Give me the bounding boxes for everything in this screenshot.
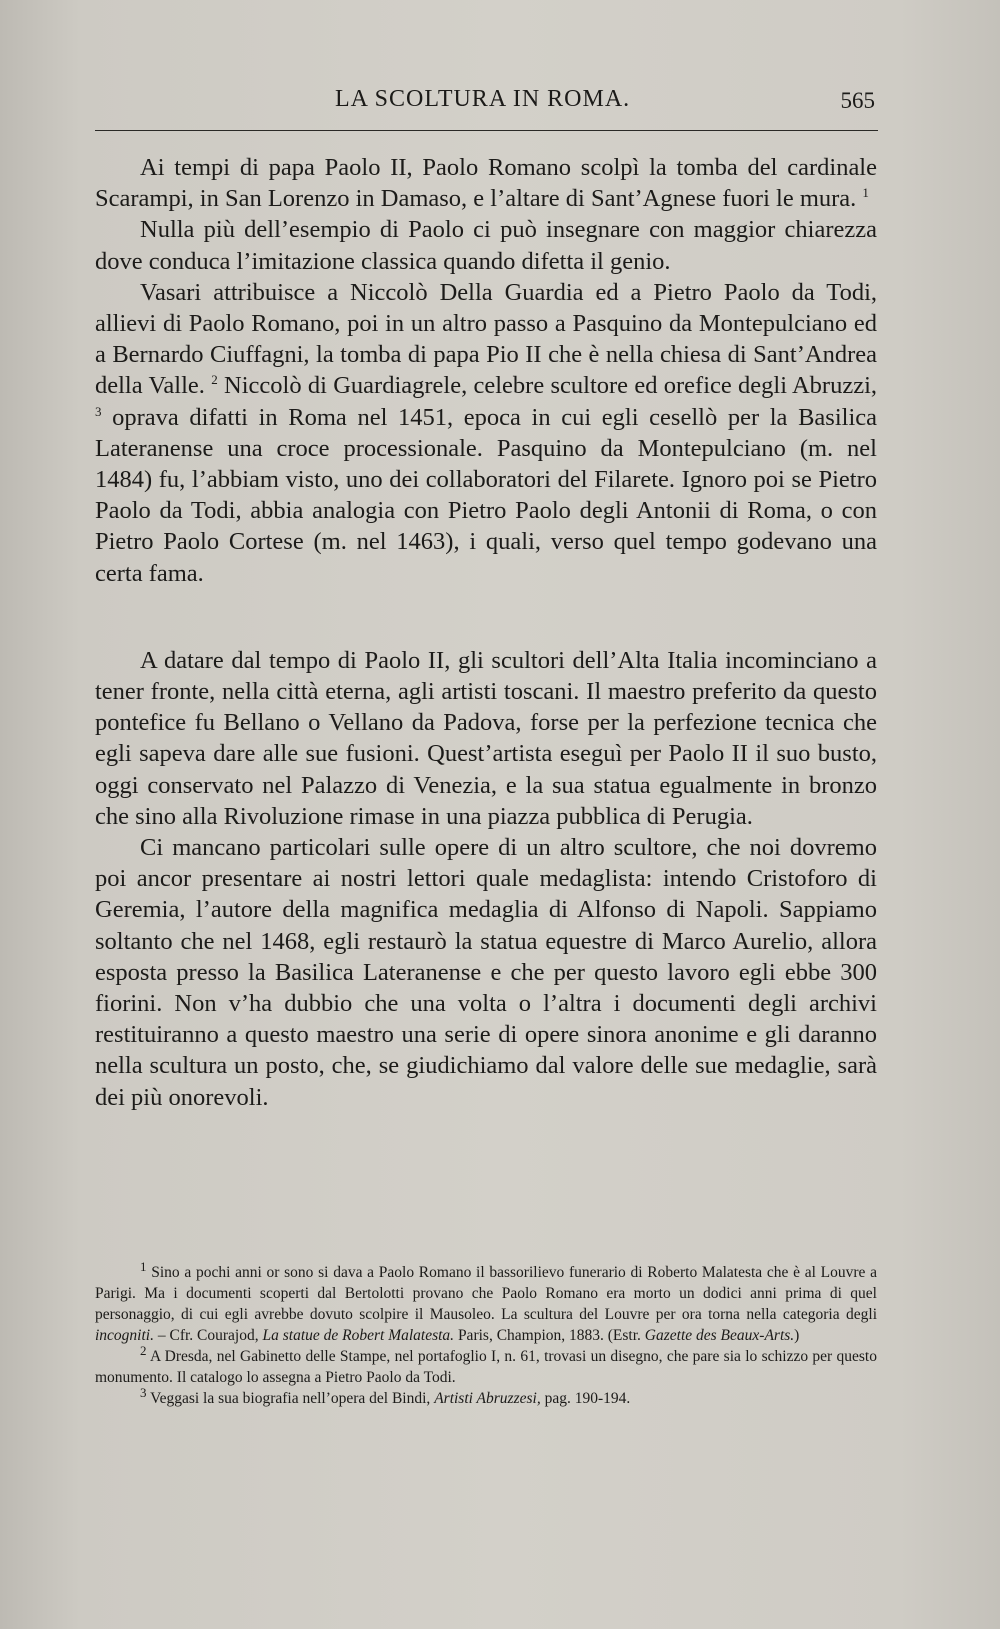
paragraph-1-text: Ai tempi di papa Paolo II, Paolo Romano scolpì la tomba del cardinale Scarampi, in San Lorenzo in Damaso, e l’altare di Sant’Agnese fuori le mura. [95, 154, 877, 213]
paragraph-3-text-a: Vasari attribuisce a Niccolò Della Guardia ed a Pietro Paolo da Todi, allievi di Paolo Romano, poi in un altro passo a Pasquino da Montepulciano ed a Bernardo Ciuffagni, la tomba di papa Pio II che è nella chiesa di Sant’Andrea della Valle. [95, 278, 877, 400]
footnote-3 [95, 1384, 877, 1409]
paragraph-3-text-c: oprava difatti in Roma nel 1451, epoca in cui egli cesellò per la Basilica Lateranense una croce processionale. Pasquino da Montepulciano (m. nel 1484) fu, l’abbiam visto, uno dei collaboratori del Filarete. Ignoro poi se Pietro Paolo da Todi, abbia analogia con Pietro Paolo degli Antonii di Roma, o con Pietro Paolo Cortese (m. nel 1463), i quali, verso quel tempo godevano una certa fama. [95, 403, 877, 587]
footnote-1-mark: 1 [140, 1258, 147, 1274]
footnote-1-text-d: ) [794, 1327, 800, 1344]
footnote-ref-3: 3 [95, 403, 102, 419]
footnote-3-text-b: pag. 190-194. [540, 1390, 631, 1407]
section-gap [95, 589, 877, 645]
footnote-3-mark: 3 [140, 1384, 147, 1400]
header-rule [95, 130, 878, 131]
footnote-1-text-a: Sino a pochi anni or sono si dava a Paolo Romano il bassorilievo funerario di Roberto Malatesta che è al Louvre a Parigi. Ma i documenti scoperti dal Bertolotti provano che Paolo Romano era morto un dodici anni prima di quel personaggio, di cui egli avrebbe dovuto scolpire il Mausoleo. La scultura del Louvre per ora torna nella categoria degli [95, 1264, 877, 1323]
footnote-1 [95, 1258, 877, 1346]
footnote-2-mark: 2 [140, 1342, 147, 1358]
footnote-ref-2: 2 [211, 372, 218, 388]
footnote-2-text: A Dresda, nel Gabinetto delle Stampe, nel portafoglio I, n. 61, trovasi un disegno, che pare sia lo schizzo per questo monumento. Il catalogo lo assegna a Pietro Paolo da Todi. [95, 1348, 877, 1386]
page-number: 565 [840, 88, 875, 113]
paragraph-3-text-b: Niccolò di Guardiagrele, celebre scultore ed orefice degli Abruzzi, [217, 372, 878, 400]
paragraph-5 [95, 832, 877, 1113]
footnote-1-text-b: – Cfr. Courajod, [153, 1327, 263, 1344]
paragraph-2-text: Nulla più dell’esempio di Paolo ci può insegnare con maggior chiarezza dove conduca l’imitazione classica quando difetta il genio. [95, 216, 877, 275]
footnotes [95, 1258, 877, 1409]
footnote-1-italic-3: Gazette des Beaux-Arts. [644, 1327, 795, 1344]
paragraph-1 [95, 152, 877, 214]
main-text [95, 152, 877, 1113]
paragraph-4-text: A datare dal tempo di Paolo II, gli scultori dell’Alta Italia incominciano a tener fronte, nella città eterna, agli artisti toscani. Il maestro preferito da questo pontefice fu Bellano o Vellano da Padova, forse per la perfezione tecnica che egli sapeva dare alle sue fusioni. Quest’artista eseguì per Paolo II il suo busto, oggi conservato nel Palazzo di Venezia, e la sua statua egualmente in bronzo che sino alla Rivoluzione rimase in una piazza pubblica di Perugia. [95, 646, 877, 830]
paragraph-4 [95, 645, 877, 832]
paragraph-3 [95, 277, 877, 589]
footnote-1-italic-2: La statue de Robert Malatesta. [262, 1327, 455, 1344]
footnote-2 [95, 1342, 877, 1388]
footnote-1-text-c: Paris, Champion, 1883. (Estr. [454, 1327, 645, 1344]
footnote-3-text-a: Veggasi la sua biografia nell’opera del Bindi, [146, 1390, 435, 1407]
running-title: LA SCOLTURA IN ROMA. [335, 86, 631, 112]
footnote-1-italic-1: incogniti. [95, 1327, 154, 1344]
paragraph-2 [95, 214, 877, 276]
footnote-3-italic: Artisti Abruzzesi, [434, 1390, 541, 1407]
footnote-ref-1: 1 [862, 185, 869, 201]
page-header [95, 80, 875, 120]
paragraph-5-text: Ci mancano particolari sulle opere di un altro scultore, che noi dovremo poi ancor presentare ai nostri lettori quale medaglista: intendo Cristoforo di Geremia, l’autore della magnifica medaglia di Alfonso di Napoli. Sappiamo soltanto che nel 1468, egli restaurò la statua equestre di Marco Aurelio, allora esposta presso la Basilica Lateranense e che per questo lavoro egli ebbe 300 fiorini. Non v’ha dubbio che una volta o l’altra i documenti degli archivi restituiranno a questo maestro una serie di opere sinora anonime e gli daranno nella scultura un posto, che, se giudichiamo dal valore delle sue medaglie, sarà dei più onorevoli. [95, 834, 877, 1111]
